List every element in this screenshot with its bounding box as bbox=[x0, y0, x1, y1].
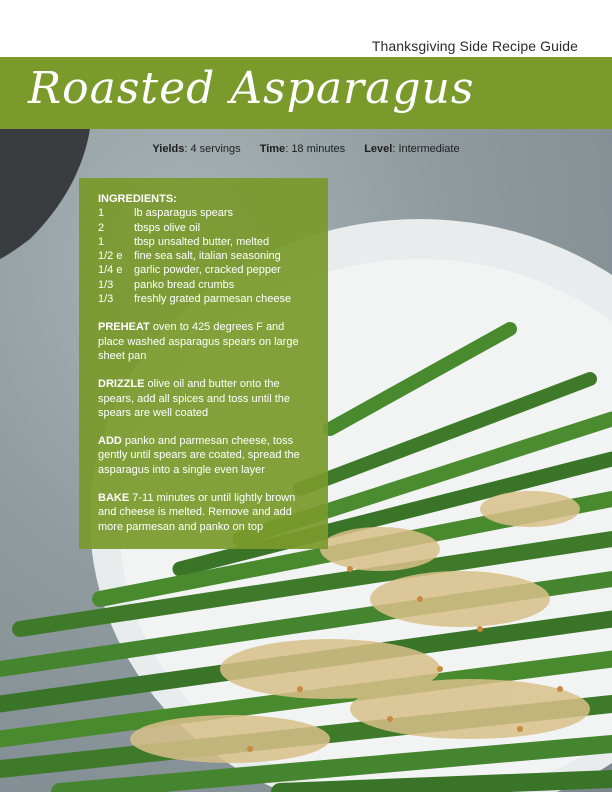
time-info: Time: 18 minutes bbox=[259, 143, 346, 155]
level-info: Level: Intermediate bbox=[364, 143, 460, 155]
ingredient-item bbox=[98, 206, 310, 220]
ingredient-item bbox=[98, 249, 310, 263]
ingredient-text: fine sea salt, italian seasoning bbox=[134, 250, 281, 263]
step-keyword: ADD bbox=[98, 435, 122, 448]
level-value: Intermediate bbox=[398, 143, 460, 155]
ingredient-text: garlic powder, cracked pepper bbox=[134, 264, 281, 277]
ingredient-text: panko bread crumbs bbox=[134, 278, 235, 291]
ingredient-item bbox=[98, 235, 310, 249]
ingredient-qty: 1/4 e bbox=[98, 264, 123, 277]
time-value: 18 minutes bbox=[291, 143, 346, 155]
level-label: Level bbox=[364, 143, 393, 155]
ingredient-item bbox=[98, 292, 310, 306]
step-preheat bbox=[98, 320, 310, 363]
step-text: panko and parmesan cheese, toss gently until spears are coated, spread the asparagus into a single even layer bbox=[98, 435, 300, 476]
guide-title: Thanksgiving Side Recipe Guide bbox=[371, 38, 578, 54]
ingredient-text: tbsp unsalted butter, melted bbox=[134, 235, 270, 248]
ingredient-qty: 1/3 bbox=[98, 278, 114, 291]
asparagus-photo bbox=[0, 129, 612, 792]
ingredient-item bbox=[98, 263, 310, 277]
title-banner bbox=[0, 57, 612, 129]
step-drizzle bbox=[98, 377, 310, 420]
step-add bbox=[98, 434, 310, 477]
step-text: 7-11 minutes or until lightly brown and cheese is melted. Remove and add more parmesan and panko on top bbox=[98, 492, 296, 533]
step-text: olive oil and butter onto the spears, add all spices and toss until the spears are well coated bbox=[98, 378, 291, 419]
step-keyword: PREHEAT bbox=[98, 321, 150, 334]
yields-label: Yields bbox=[152, 143, 185, 155]
step-keyword: DRIZZLE bbox=[98, 378, 145, 391]
ingredient-text: lb asparagus spears bbox=[134, 207, 234, 220]
yields-info: Yields: 4 servings bbox=[152, 143, 241, 155]
ingredient-qty: 2 bbox=[98, 221, 105, 234]
ingredients-heading: INGREDIENTS: bbox=[98, 193, 177, 205]
time-label: Time bbox=[259, 143, 286, 155]
recipe-card bbox=[79, 178, 328, 549]
ingredient-item bbox=[98, 221, 310, 235]
ingredient-qty: 1/2 e bbox=[98, 250, 123, 263]
ingredient-text: tbsps olive oil bbox=[134, 221, 201, 234]
ingredient-qty: 1/3 bbox=[98, 293, 114, 306]
step-text: oven to 425 degrees F and place washed asparagus spears on large sheet pan bbox=[98, 321, 299, 362]
ingredient-item bbox=[98, 278, 310, 292]
step-keyword: BAKE bbox=[98, 492, 130, 505]
recipe-meta bbox=[0, 143, 612, 155]
recipe-title: Roasted Asparagus bbox=[28, 63, 475, 114]
ingredient-text: freshly grated parmesan cheese bbox=[134, 293, 292, 306]
step-bake bbox=[98, 491, 310, 534]
ingredient-qty: 1 bbox=[98, 235, 105, 248]
ingredient-qty: 1 bbox=[98, 207, 105, 220]
yields-value: 4 servings bbox=[190, 143, 241, 155]
